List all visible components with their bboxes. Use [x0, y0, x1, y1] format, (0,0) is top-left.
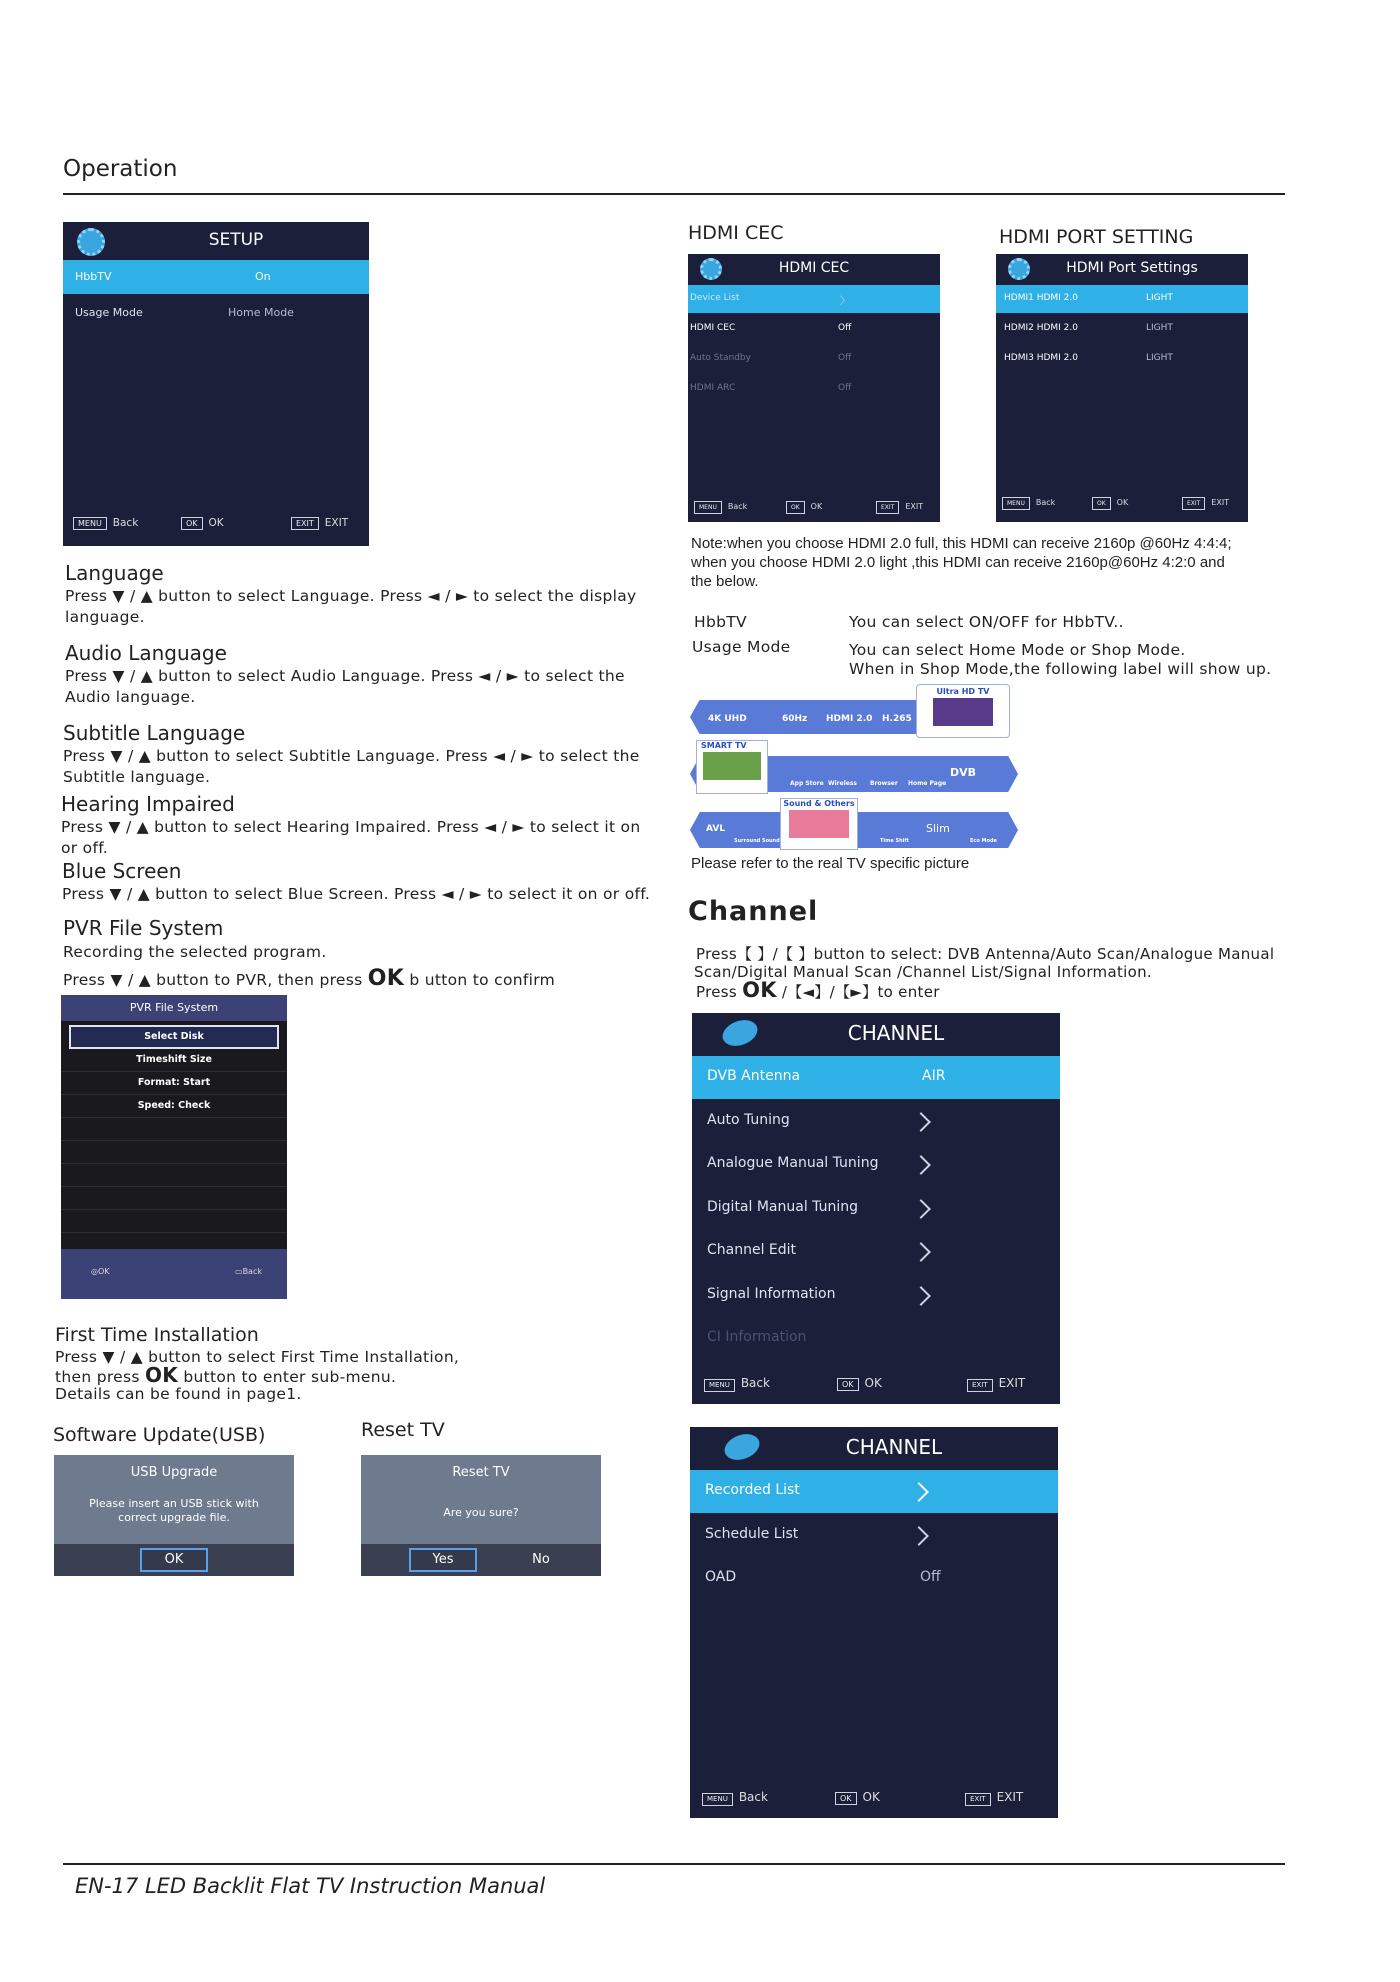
footer-exit[interactable]: EXIT EXIT [1182, 497, 1229, 510]
reset-tv-dialog [361, 1455, 601, 1576]
channel-row-oad[interactable]: OAD Off [705, 1569, 941, 1585]
channel-title: CHANNEL [845, 1435, 943, 1459]
cec-row-device-list[interactable]: Device List 〉 [688, 285, 940, 313]
footer-rule [63, 1863, 1285, 1865]
hdmi-cec-heading: HDMI CEC [688, 222, 784, 244]
chevron-right-icon [909, 1526, 929, 1546]
port-row-hdmi3[interactable]: HDMI3 HDMI 2.0 LIGHT [1004, 353, 1173, 363]
dialog-title: USB Upgrade [130, 1465, 218, 1480]
footer-exit[interactable]: EXIT EXIT [876, 501, 923, 514]
subtitle-language-text: Press ▼ / ▲ button to select Subtitle Language. Press ◄ / ► to select the Subtitle language. [63, 747, 640, 786]
channel-row-analogue-manual[interactable]: Analogue Manual Tuning [692, 1143, 1060, 1186]
chevron-right-icon [911, 1112, 931, 1132]
setup-title: SETUP [208, 230, 264, 250]
channel-line1: Press【 】/【 】button to select: DVB Antenna/Auto Scan/Analogue Manual [696, 945, 1275, 963]
pvr-screen [61, 995, 287, 1299]
setup-screen [63, 222, 369, 546]
pvr-line1: Recording the selected program. [63, 943, 327, 961]
usage-mode-label: Usage Mode [692, 638, 791, 656]
footer-ok[interactable]: OK OK [835, 1790, 880, 1805]
port-row-hdmi1[interactable]: HDMI1 HDMI 2.0 LIGHT [996, 285, 1248, 313]
yes-button[interactable]: Yes [409, 1548, 477, 1572]
dialog-title: Reset TV [452, 1465, 510, 1480]
chevron-right-icon [911, 1199, 931, 1219]
subtitle-language-heading: Subtitle Language [63, 721, 246, 745]
header-rule [63, 193, 1285, 195]
hdmi-cec-screen [688, 254, 940, 522]
smart-tv-badge: SMART TV [696, 740, 768, 794]
footer-back[interactable]: MENU Back [73, 517, 138, 530]
cec-row-hdmi-cec[interactable]: HDMI CEC Off [690, 323, 852, 333]
dialog-message: Are you sure? [443, 1506, 519, 1519]
pvr-item-speed[interactable]: Speed: Check [61, 1095, 287, 1118]
cec-row-hdmi-arc[interactable]: HDMI ARC Off [690, 383, 852, 393]
chevron-right-icon [909, 1482, 929, 1502]
audio-language-heading: Audio Language [65, 641, 227, 665]
chevron-right-icon [911, 1155, 931, 1175]
row-label: Usage Mode [75, 306, 143, 319]
channel-row-recorded-list[interactable]: Recorded List [690, 1470, 1058, 1513]
ultra-hd-badge: Ultra HD TV [916, 684, 1010, 738]
usb-upgrade-dialog [54, 1455, 294, 1576]
hdmi-port-title: HDMI Port Settings [1066, 260, 1198, 276]
channel-row-signal-info[interactable]: Signal Information [692, 1274, 1060, 1317]
blue-screen-heading: Blue Screen [62, 859, 182, 883]
channel-title: CHANNEL [847, 1021, 945, 1045]
audio-language-text: Press ▼ / ▲ button to select Audio Language. Press ◄ / ► to select the Audio language. [65, 667, 625, 706]
chevron-right-icon [911, 1286, 931, 1306]
row-label: HbbTV [75, 270, 112, 283]
channel-line2: Scan/Digital Manual Scan /Channel List/Signal Information. [694, 963, 1152, 981]
first-time-heading: First Time Installation [55, 1324, 259, 1346]
footer-ok[interactable]: OK OK [837, 1376, 882, 1391]
channel-row-ci-info[interactable]: CI Information [707, 1329, 807, 1345]
sound-badge: Sound & Others [780, 798, 858, 850]
ok-glyph: OK [144, 1363, 179, 1387]
cec-row-auto-standby[interactable]: Auto Standby Off [690, 353, 852, 363]
pvr-heading: PVR File System [63, 916, 224, 940]
channel-row-auto-tuning[interactable]: Auto Tuning [692, 1100, 1060, 1143]
no-button[interactable]: No [532, 1552, 550, 1567]
channel-row-channel-edit[interactable]: Channel Edit [692, 1230, 1060, 1273]
footer-ok[interactable]: OK OK [181, 517, 224, 530]
footer-ok[interactable]: OK OK [786, 501, 822, 514]
footer-exit[interactable]: EXIT EXIT [291, 517, 348, 530]
hearing-impaired-text: Press ▼ / ▲ button to select Hearing Impaired. Press ◄ / ► to select it on or off. [61, 818, 641, 857]
blue-screen-text: Press ▼ / ▲ button to select Blue Screen. Press ◄ / ► to select it on or off. [62, 885, 651, 903]
channel-row-schedule-list[interactable]: Schedule List [690, 1514, 1058, 1557]
ok-button[interactable]: OK [140, 1548, 208, 1572]
banner-caption: Please refer to the real TV specific picture [691, 855, 970, 872]
hbbtv-text: You can select ON/OFF for HbbTV.. [849, 613, 1124, 631]
dialog-message: Please insert an USB stick with correct upgrade file. [89, 1497, 259, 1524]
setup-row-hbbtv[interactable] [63, 260, 369, 294]
footer-back[interactable]: MENU Back [1002, 497, 1055, 510]
pvr-item-format[interactable]: Format: Start [61, 1072, 287, 1095]
pvr-title: PVR File System [61, 995, 287, 1021]
hdmi-cec-title: HDMI CEC [778, 260, 850, 276]
pvr-footer [61, 1249, 287, 1299]
ok-glyph: OK [367, 966, 405, 991]
channel-screen-1 [692, 1013, 1060, 1404]
hdmi-port-heading: HDMI PORT SETTING [999, 226, 1194, 248]
language-heading: Language [65, 561, 164, 585]
software-update-heading: Software Update(USB) [53, 1424, 266, 1446]
channel-row-digital-manual[interactable]: Digital Manual Tuning [692, 1187, 1060, 1230]
page-title: Operation [63, 156, 178, 182]
shop-mode-banner: 4K UHD 60Hz HDMI 2.0 H.265 Ultra HD TV SMART TV App Store Wireless Browser Home Page DVB Sound & Others AVL Surround Sound Time Shift Slim Eco Mode [690, 684, 1020, 854]
pvr-footer-ok[interactable]: ◎OK [91, 1267, 110, 1276]
footer-ok[interactable]: OK OK [1092, 497, 1128, 510]
channel-row-dvb-antenna[interactable]: DVB Antenna AIR [692, 1056, 1060, 1099]
pvr-item-select-disk[interactable]: Select Disk [69, 1025, 279, 1049]
port-row-hdmi2[interactable]: HDMI2 HDMI 2.0 LIGHT [1004, 323, 1173, 333]
hdmi-port-screen [996, 254, 1248, 522]
pvr-footer-back[interactable]: ▭Back [235, 1267, 262, 1276]
footer-back[interactable]: MENU Back [704, 1376, 770, 1392]
chevron-right-icon [911, 1242, 931, 1262]
first-time-line3: Details can be found in page1. [55, 1385, 302, 1403]
row-value: Home Mode [228, 306, 294, 319]
chevron-right-icon: 〉 [840, 296, 850, 307]
language-text: Press ▼ / ▲ button to select Language. Press ◄ / ► to select the display language. [65, 587, 637, 626]
footer-exit[interactable]: EXIT EXIT [965, 1790, 1023, 1806]
hbbtv-label: HbbTV [694, 613, 747, 631]
first-time-line1: Press ▼ / ▲ button to select First Time Installation, [55, 1348, 460, 1366]
row-value: On [255, 270, 271, 283]
footer-exit[interactable]: EXIT EXIT [967, 1376, 1025, 1392]
usage-mode-text1: You can select Home Mode or Shop Mode. [849, 641, 1186, 659]
channel-heading: Channel [688, 896, 819, 927]
usage-mode-text2: When in Shop Mode,the following label will show up. [849, 660, 1272, 678]
footer-text: EN-17 LED Backlit Flat TV Instruction Manual [75, 1874, 546, 1898]
first-time-line2: then press OK button to enter sub-menu. [55, 1363, 397, 1387]
reset-tv-heading: Reset TV [361, 1419, 445, 1441]
setup-row-usage-mode[interactable] [63, 296, 369, 330]
tv-image [933, 698, 993, 726]
channel-line3: Press OK /【◄】/【►】to enter [696, 978, 940, 1002]
hearing-impaired-heading: Hearing Impaired [61, 792, 235, 816]
footer-back[interactable]: MENU Back [702, 1790, 768, 1806]
pvr-item-timeshift[interactable]: Timeshift Size [61, 1049, 287, 1072]
pvr-line2: Press ▼ / ▲ button to PVR, then press OK b utton to confirm [63, 966, 556, 991]
channel-screen-2 [690, 1427, 1058, 1818]
footer-back[interactable]: MENU Back [694, 501, 747, 514]
hdmi-note: Note:when you choose HDMI 2.0 full, this HDMI can receive 2160p @60Hz 4:4:4; when you choose HDMI 2.0 light ,this HDMI can receive 2160p@60Hz 4:2:0 and the below. [691, 535, 1232, 590]
ok-glyph: OK [742, 978, 777, 1002]
